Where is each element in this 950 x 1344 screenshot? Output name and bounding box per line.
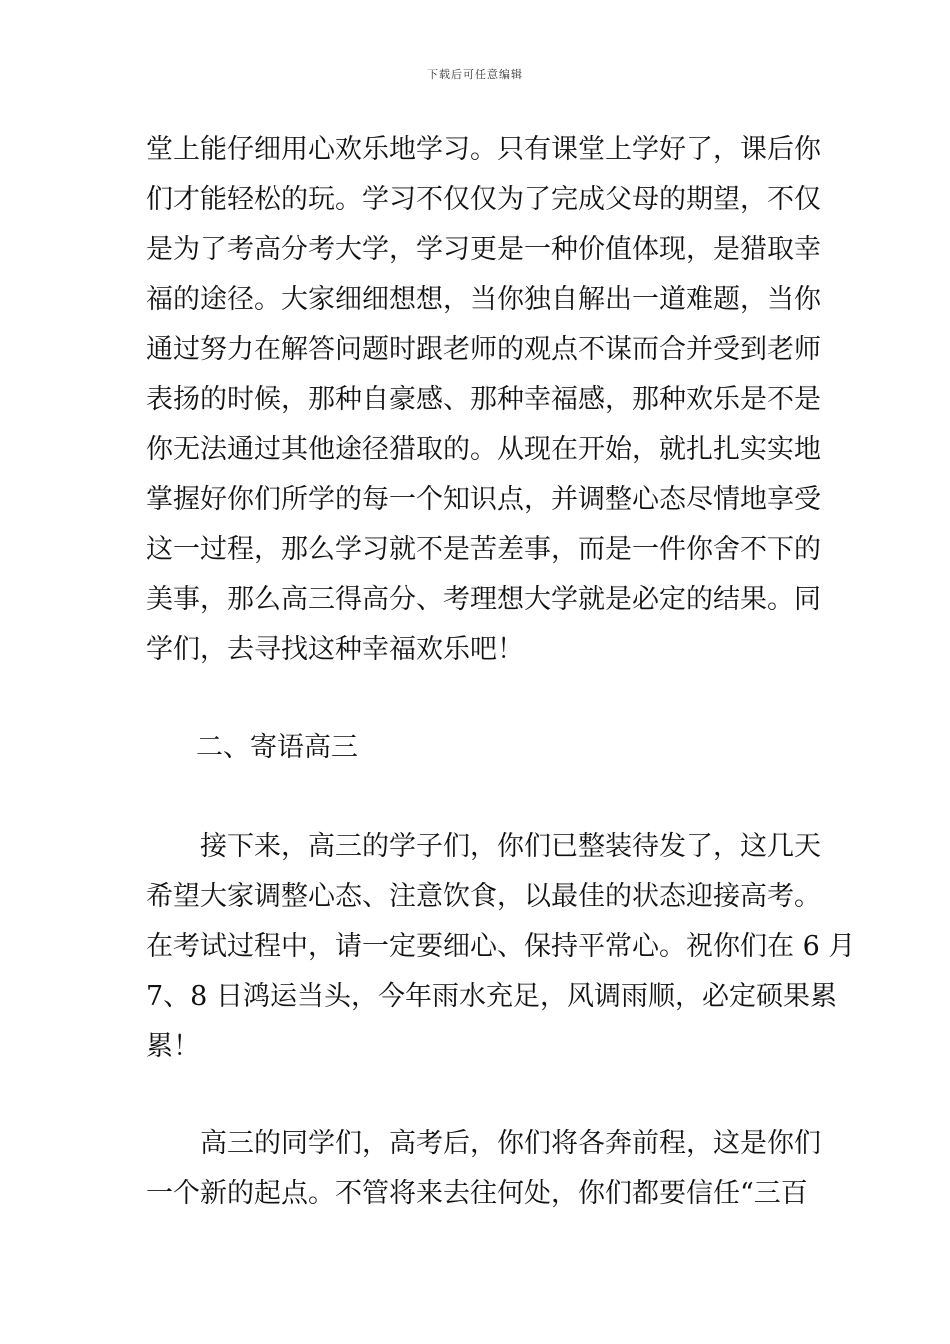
- section-heading: 二、寄语高三: [196, 732, 358, 763]
- paragraph-2-line: 希望大家调整心态、注意饮食，以最佳的状态迎接高考。: [146, 881, 821, 912]
- page-header: 下载后可任意编辑: [427, 68, 523, 81]
- paragraph-1-line: 美事，那么高三得高分、考理想大学就是必定的结果。同: [146, 584, 821, 615]
- paragraph-1-line: 这一过程，那么学习就不是苦差事，而是一件你舍不下的: [146, 534, 821, 565]
- paragraph-1-line: 是为了考高分考大学，学习更是一种价值体现，是猎取幸: [146, 234, 821, 265]
- paragraph-1-line: 通过努力在解答问题时跟老师的观点不谋而合并受到老师: [146, 334, 821, 365]
- paragraph-1-line: 掌握好你们所学的每一个知识点，并调整心态尽情地享受: [146, 484, 821, 515]
- paragraph-2-line: 在考试过程中，请一定要细心、保持平常心。祝你们在 6 月: [146, 931, 856, 962]
- paragraph-2-line: 接下来，高三的学子们，你们已整装待发了，这几天: [200, 831, 821, 862]
- paragraph-1-line: 们才能轻松的玩。学习不仅仅为了完成父母的期望，不仅: [146, 184, 821, 215]
- paragraph-3-line: 高三的同学们，高考后，你们将各奔前程，这是你们: [200, 1128, 821, 1159]
- paragraph-1-line: 你无法通过其他途径猎取的。从现在开始，就扎扎实实地: [146, 434, 821, 465]
- paragraph-2-line: 7、8 日鸿运当头，今年雨水充足，风调雨顺，必定硕果累: [146, 981, 837, 1012]
- paragraph-3-line: 一个新的起点。不管将来去往何处，你们都要信任“三百: [146, 1178, 808, 1209]
- paragraph-1-line: 表扬的时候，那种自豪感、那种幸福感，那种欢乐是不是: [146, 384, 821, 415]
- paragraph-1-line: 福的途径。大家细细想想，当你独自解出一道难题，当你: [146, 284, 821, 315]
- paragraph-1-line: 堂上能仔细用心欢乐地学习。只有课堂上学好了，课后你: [146, 134, 821, 165]
- paragraph-1-line: 学们，去寻找这种幸福欢乐吧！: [146, 634, 524, 665]
- paragraph-2-line: 累！: [146, 1031, 200, 1062]
